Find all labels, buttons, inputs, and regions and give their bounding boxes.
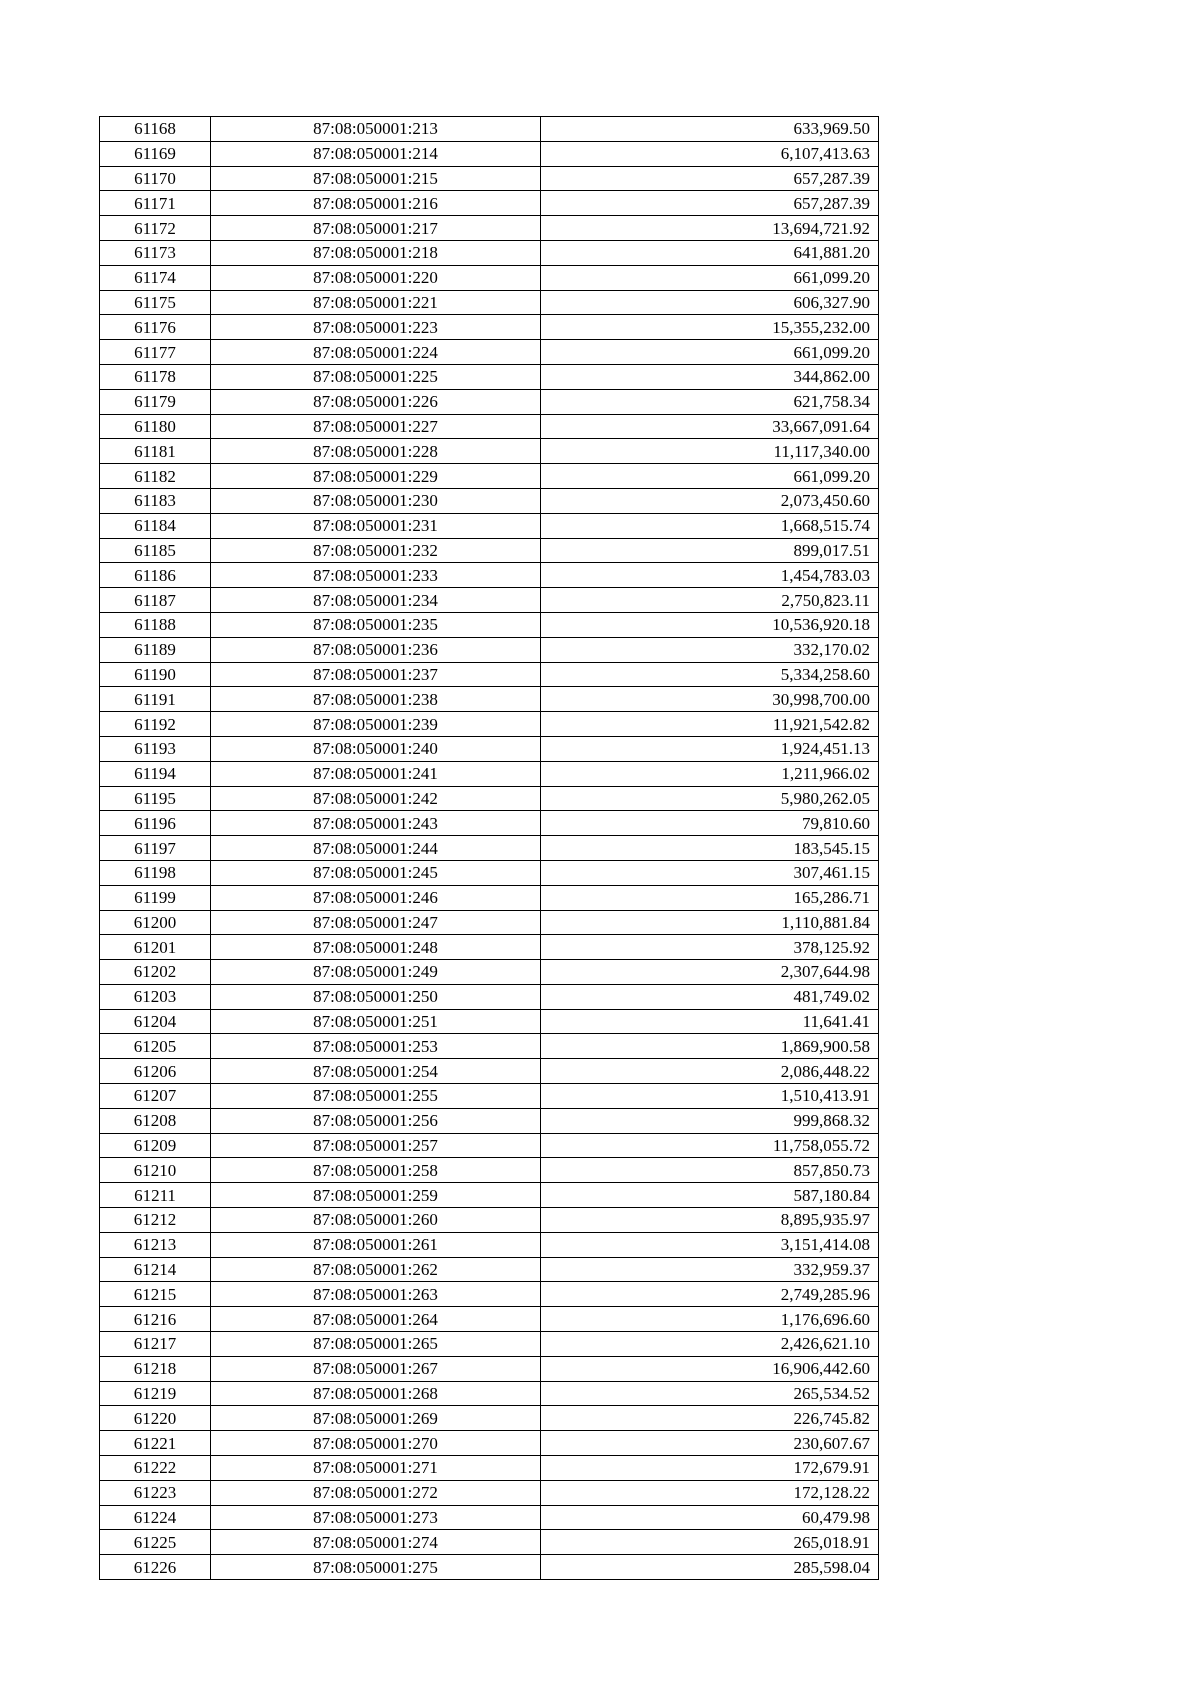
row-id-cell: 61221	[100, 1431, 211, 1456]
cadastral-number-cell: 87:08:050001:243	[211, 811, 541, 836]
value-cell: 1,510,413.91	[541, 1084, 879, 1109]
row-id-cell: 61199	[100, 885, 211, 910]
value-cell: 633,969.50	[541, 117, 879, 142]
table-row	[100, 1381, 879, 1406]
table-row	[100, 563, 879, 588]
value-cell: 1,110,881.84	[541, 910, 879, 935]
row-id-cell: 61195	[100, 786, 211, 811]
cadastral-number-cell: 87:08:050001:268	[211, 1381, 541, 1406]
cadastral-number-cell: 87:08:050001:257	[211, 1133, 541, 1158]
cadastral-number-cell: 87:08:050001:245	[211, 860, 541, 885]
value-cell: 1,211,966.02	[541, 761, 879, 786]
row-id-cell: 61202	[100, 960, 211, 985]
row-id-cell: 61206	[100, 1059, 211, 1084]
value-cell: 661,099.20	[541, 265, 879, 290]
value-cell: 8,895,935.97	[541, 1208, 879, 1233]
table-body	[100, 117, 879, 1580]
table-row	[100, 389, 879, 414]
table-row	[100, 687, 879, 712]
value-cell: 13,694,721.92	[541, 216, 879, 241]
cadastral-number-cell: 87:08:050001:264	[211, 1307, 541, 1332]
cadastral-number-cell: 87:08:050001:262	[211, 1257, 541, 1282]
cadastral-number-cell: 87:08:050001:242	[211, 786, 541, 811]
row-id-cell: 61210	[100, 1158, 211, 1183]
table-row	[100, 191, 879, 216]
row-id-cell: 61176	[100, 315, 211, 340]
value-cell: 10,536,920.18	[541, 612, 879, 637]
value-cell: 183,545.15	[541, 836, 879, 861]
cadastral-number-cell: 87:08:050001:265	[211, 1332, 541, 1357]
cadastral-number-cell: 87:08:050001:218	[211, 240, 541, 265]
cadastral-number-cell: 87:08:050001:236	[211, 637, 541, 662]
value-cell: 285,598.04	[541, 1555, 879, 1580]
table-row	[100, 364, 879, 389]
cadastral-number-cell: 87:08:050001:215	[211, 166, 541, 191]
cadastral-number-cell: 87:08:050001:249	[211, 960, 541, 985]
cadastral-number-cell: 87:08:050001:248	[211, 935, 541, 960]
table-row	[100, 439, 879, 464]
row-id-cell: 61203	[100, 984, 211, 1009]
table-row	[100, 340, 879, 365]
cadastral-number-cell: 87:08:050001:244	[211, 836, 541, 861]
row-id-cell: 61214	[100, 1257, 211, 1282]
value-cell: 899,017.51	[541, 538, 879, 563]
value-cell: 16,906,442.60	[541, 1356, 879, 1381]
value-cell: 999,868.32	[541, 1108, 879, 1133]
table-row	[100, 538, 879, 563]
value-cell: 661,099.20	[541, 464, 879, 489]
cadastral-number-cell: 87:08:050001:213	[211, 117, 541, 142]
table-row	[100, 736, 879, 761]
cadastral-number-cell: 87:08:050001:272	[211, 1480, 541, 1505]
row-id-cell: 61171	[100, 191, 211, 216]
row-id-cell: 61179	[100, 389, 211, 414]
table-row	[100, 1183, 879, 1208]
value-cell: 5,334,258.60	[541, 662, 879, 687]
cadastral-number-cell: 87:08:050001:217	[211, 216, 541, 241]
table-row	[100, 488, 879, 513]
row-id-cell: 61183	[100, 488, 211, 513]
table-row	[100, 1555, 879, 1580]
value-cell: 857,850.73	[541, 1158, 879, 1183]
table-row	[100, 836, 879, 861]
row-id-cell: 61216	[100, 1307, 211, 1332]
table-row	[100, 1307, 879, 1332]
cadastral-number-cell: 87:08:050001:251	[211, 1009, 541, 1034]
table-row	[100, 1034, 879, 1059]
cadastral-number-cell: 87:08:050001:230	[211, 488, 541, 513]
cadastral-number-cell: 87:08:050001:246	[211, 885, 541, 910]
cadastral-number-cell: 87:08:050001:240	[211, 736, 541, 761]
cadastral-number-cell: 87:08:050001:228	[211, 439, 541, 464]
table-row	[100, 1282, 879, 1307]
table-row	[100, 1456, 879, 1481]
value-cell: 641,881.20	[541, 240, 879, 265]
row-id-cell: 61197	[100, 836, 211, 861]
table-row	[100, 464, 879, 489]
table-row	[100, 1530, 879, 1555]
value-cell: 661,099.20	[541, 340, 879, 365]
row-id-cell: 61219	[100, 1381, 211, 1406]
cadastral-number-cell: 87:08:050001:238	[211, 687, 541, 712]
value-cell: 378,125.92	[541, 935, 879, 960]
table-row	[100, 712, 879, 737]
row-id-cell: 61212	[100, 1208, 211, 1233]
value-cell: 307,461.15	[541, 860, 879, 885]
value-cell: 2,073,450.60	[541, 488, 879, 513]
table-row	[100, 984, 879, 1009]
cadastral-number-cell: 87:08:050001:261	[211, 1232, 541, 1257]
value-cell: 1,454,783.03	[541, 563, 879, 588]
row-id-cell: 61209	[100, 1133, 211, 1158]
row-id-cell: 61207	[100, 1084, 211, 1109]
value-cell: 3,151,414.08	[541, 1232, 879, 1257]
data-table	[99, 116, 879, 1580]
value-cell: 344,862.00	[541, 364, 879, 389]
value-cell: 606,327.90	[541, 290, 879, 315]
cadastral-number-cell: 87:08:050001:263	[211, 1282, 541, 1307]
table-row	[100, 612, 879, 637]
cadastral-number-cell: 87:08:050001:241	[211, 761, 541, 786]
row-id-cell: 61192	[100, 712, 211, 737]
value-cell: 11,758,055.72	[541, 1133, 879, 1158]
row-id-cell: 61205	[100, 1034, 211, 1059]
row-id-cell: 61200	[100, 910, 211, 935]
cadastral-number-cell: 87:08:050001:247	[211, 910, 541, 935]
row-id-cell: 61188	[100, 612, 211, 637]
cadastral-number-cell: 87:08:050001:275	[211, 1555, 541, 1580]
cadastral-number-cell: 87:08:050001:274	[211, 1530, 541, 1555]
row-id-cell: 61194	[100, 761, 211, 786]
value-cell: 172,679.91	[541, 1456, 879, 1481]
row-id-cell: 61218	[100, 1356, 211, 1381]
table-row	[100, 811, 879, 836]
row-id-cell: 61182	[100, 464, 211, 489]
cadastral-number-cell: 87:08:050001:229	[211, 464, 541, 489]
row-id-cell: 61217	[100, 1332, 211, 1357]
cadastral-number-cell: 87:08:050001:214	[211, 141, 541, 166]
value-cell: 6,107,413.63	[541, 141, 879, 166]
table-row	[100, 1009, 879, 1034]
value-cell: 1,924,451.13	[541, 736, 879, 761]
cadastral-number-cell: 87:08:050001:254	[211, 1059, 541, 1084]
cadastral-number-cell: 87:08:050001:258	[211, 1158, 541, 1183]
value-cell: 2,750,823.11	[541, 588, 879, 613]
value-cell: 332,170.02	[541, 637, 879, 662]
value-cell: 172,128.22	[541, 1480, 879, 1505]
value-cell: 226,745.82	[541, 1406, 879, 1431]
table-row	[100, 637, 879, 662]
cadastral-number-cell: 87:08:050001:221	[211, 290, 541, 315]
row-id-cell: 61186	[100, 563, 211, 588]
cadastral-number-cell: 87:08:050001:226	[211, 389, 541, 414]
table-row	[100, 935, 879, 960]
row-id-cell: 61181	[100, 439, 211, 464]
cadastral-number-cell: 87:08:050001:227	[211, 414, 541, 439]
row-id-cell: 61169	[100, 141, 211, 166]
cadastral-number-cell: 87:08:050001:267	[211, 1356, 541, 1381]
row-id-cell: 61196	[100, 811, 211, 836]
value-cell: 2,749,285.96	[541, 1282, 879, 1307]
value-cell: 230,607.67	[541, 1431, 879, 1456]
table-row	[100, 1232, 879, 1257]
row-id-cell: 61177	[100, 340, 211, 365]
value-cell: 5,980,262.05	[541, 786, 879, 811]
row-id-cell: 61172	[100, 216, 211, 241]
table-row	[100, 414, 879, 439]
row-id-cell: 61213	[100, 1232, 211, 1257]
table-row	[100, 1208, 879, 1233]
cadastral-number-cell: 87:08:050001:225	[211, 364, 541, 389]
cadastral-number-cell: 87:08:050001:224	[211, 340, 541, 365]
cadastral-number-cell: 87:08:050001:232	[211, 538, 541, 563]
table-row	[100, 786, 879, 811]
table-row	[100, 662, 879, 687]
row-id-cell: 61224	[100, 1505, 211, 1530]
row-id-cell: 61189	[100, 637, 211, 662]
row-id-cell: 61174	[100, 265, 211, 290]
table-row	[100, 860, 879, 885]
cadastral-number-cell: 87:08:050001:255	[211, 1084, 541, 1109]
value-cell: 60,479.98	[541, 1505, 879, 1530]
table-row	[100, 588, 879, 613]
cadastral-number-cell: 87:08:050001:231	[211, 513, 541, 538]
table-row	[100, 1133, 879, 1158]
table-row	[100, 1431, 879, 1456]
value-cell: 79,810.60	[541, 811, 879, 836]
table-row	[100, 1332, 879, 1357]
row-id-cell: 61193	[100, 736, 211, 761]
value-cell: 265,534.52	[541, 1381, 879, 1406]
table-row	[100, 1406, 879, 1431]
table-row	[100, 1108, 879, 1133]
cadastral-number-cell: 87:08:050001:235	[211, 612, 541, 637]
value-cell: 11,641.41	[541, 1009, 879, 1034]
cadastral-number-cell: 87:08:050001:260	[211, 1208, 541, 1233]
row-id-cell: 61220	[100, 1406, 211, 1431]
row-id-cell: 61178	[100, 364, 211, 389]
value-cell: 332,959.37	[541, 1257, 879, 1282]
table-row	[100, 761, 879, 786]
row-id-cell: 61225	[100, 1530, 211, 1555]
value-cell: 30,998,700.00	[541, 687, 879, 712]
table-row	[100, 315, 879, 340]
row-id-cell: 61190	[100, 662, 211, 687]
cadastral-number-cell: 87:08:050001:259	[211, 1183, 541, 1208]
value-cell: 11,921,542.82	[541, 712, 879, 737]
table-row	[100, 910, 879, 935]
row-id-cell: 61175	[100, 290, 211, 315]
table-row	[100, 1257, 879, 1282]
cadastral-number-cell: 87:08:050001:271	[211, 1456, 541, 1481]
value-cell: 621,758.34	[541, 389, 879, 414]
value-cell: 1,176,696.60	[541, 1307, 879, 1332]
row-id-cell: 61168	[100, 117, 211, 142]
table-row	[100, 265, 879, 290]
table-row	[100, 166, 879, 191]
table-row	[100, 1084, 879, 1109]
cadastral-number-cell: 87:08:050001:250	[211, 984, 541, 1009]
value-cell: 33,667,091.64	[541, 414, 879, 439]
table-row	[100, 513, 879, 538]
table-row	[100, 960, 879, 985]
row-id-cell: 61201	[100, 935, 211, 960]
row-id-cell: 61226	[100, 1555, 211, 1580]
table-row	[100, 1505, 879, 1530]
cadastral-number-cell: 87:08:050001:269	[211, 1406, 541, 1431]
cadastral-number-cell: 87:08:050001:216	[211, 191, 541, 216]
value-cell: 2,426,621.10	[541, 1332, 879, 1357]
row-id-cell: 61173	[100, 240, 211, 265]
value-cell: 1,869,900.58	[541, 1034, 879, 1059]
cadastral-number-cell: 87:08:050001:256	[211, 1108, 541, 1133]
value-cell: 587,180.84	[541, 1183, 879, 1208]
table-row	[100, 1059, 879, 1084]
cadastral-number-cell: 87:08:050001:233	[211, 563, 541, 588]
table-row	[100, 117, 879, 142]
table-row	[100, 216, 879, 241]
row-id-cell: 61222	[100, 1456, 211, 1481]
row-id-cell: 61198	[100, 860, 211, 885]
value-cell: 265,018.91	[541, 1530, 879, 1555]
row-id-cell: 61170	[100, 166, 211, 191]
row-id-cell: 61204	[100, 1009, 211, 1034]
value-cell: 165,286.71	[541, 885, 879, 910]
row-id-cell: 61208	[100, 1108, 211, 1133]
cadastral-number-cell: 87:08:050001:270	[211, 1431, 541, 1456]
value-cell: 1,668,515.74	[541, 513, 879, 538]
cadastral-number-cell: 87:08:050001:237	[211, 662, 541, 687]
value-cell: 2,307,644.98	[541, 960, 879, 985]
row-id-cell: 61191	[100, 687, 211, 712]
value-cell: 657,287.39	[541, 191, 879, 216]
cadastral-number-cell: 87:08:050001:253	[211, 1034, 541, 1059]
cadastral-number-cell: 87:08:050001:273	[211, 1505, 541, 1530]
value-cell: 11,117,340.00	[541, 439, 879, 464]
row-id-cell: 61223	[100, 1480, 211, 1505]
row-id-cell: 61185	[100, 538, 211, 563]
row-id-cell: 61180	[100, 414, 211, 439]
table-row	[100, 1480, 879, 1505]
table-row	[100, 290, 879, 315]
row-id-cell: 61211	[100, 1183, 211, 1208]
value-cell: 481,749.02	[541, 984, 879, 1009]
row-id-cell: 61187	[100, 588, 211, 613]
cadastral-number-cell: 87:08:050001:234	[211, 588, 541, 613]
value-cell: 657,287.39	[541, 166, 879, 191]
table-row	[100, 1158, 879, 1183]
table-row	[100, 141, 879, 166]
cadastral-number-cell: 87:08:050001:239	[211, 712, 541, 737]
cadastral-number-cell: 87:08:050001:220	[211, 265, 541, 290]
value-cell: 2,086,448.22	[541, 1059, 879, 1084]
table-row	[100, 885, 879, 910]
row-id-cell: 61184	[100, 513, 211, 538]
cadastral-number-cell: 87:08:050001:223	[211, 315, 541, 340]
table-row	[100, 1356, 879, 1381]
value-cell: 15,355,232.00	[541, 315, 879, 340]
row-id-cell: 61215	[100, 1282, 211, 1307]
table-row	[100, 240, 879, 265]
